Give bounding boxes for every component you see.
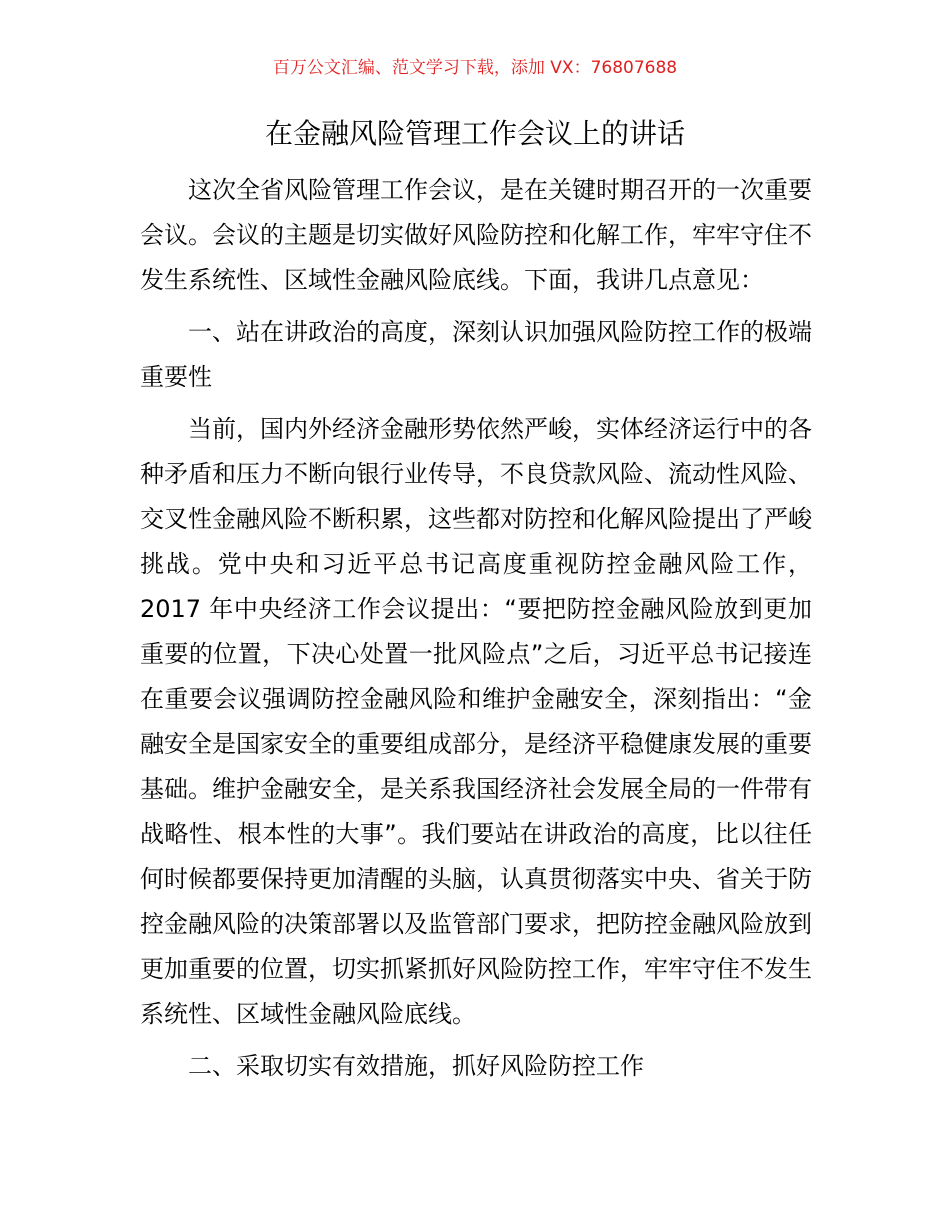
paragraph-section-1-body: 当前，国内外经济金融形势依然严峻，实体经济运行中的各种矛盾和压力不断向银行业传导，不良贷款风险、流动性风险、交叉性金融风险不断积累，这些都对防控和化解风险提出了严峻挑战。党中央和习近平总书记高度重视防控金融风险工作，2017 年中央经济工作会议提出：“要把防控金融风险放到更加重要的位置，下决心处置一批风险点”之后，习近平总书记接连在重要会议强调防控金融风险和维护金融安全，深刻指出：“金融安全是国家安全的重要组成部分，是经济平稳健康发展的重要基础。维护金融安全，是关系我国经济社会发展全局的一件带有战略性、根本性的大事”。我们要站在讲政治的高度，比以往任何时候都要保持更加清醒的头脑，认真贯彻落实中央、省关于防控金融风险的决策部署以及监管部门要求，把防控金融风险放到更加重要的位置，切实抓紧抓好风险防控工作，牢牢守住不发生系统性、区域性金融风险底线。 xyxy=(140,415,812,1028)
document-body xyxy=(140,168,812,1089)
section-heading-2: 二、采取切实有效措施，抓好风险防控工作 xyxy=(188,1052,644,1080)
document-title: 在金融风险管理工作会议上的讲话 xyxy=(264,117,685,150)
paragraph-intro: 这次全省风险管理工作会议，是在关键时期召开的一次重要会议。会议的主题是切实做好风险防控和化解工作，牢牢守住不发生系统性、区域性金融风险底线。下面，我讲几点意见： xyxy=(140,176,812,294)
section-heading-1: 一、站在讲政治的高度，深刻认识加强风险防控工作的极端重要性 xyxy=(140,318,812,391)
promo-banner: 百万公文汇编、范文学习下载，添加 VX：76807688 xyxy=(272,58,678,78)
